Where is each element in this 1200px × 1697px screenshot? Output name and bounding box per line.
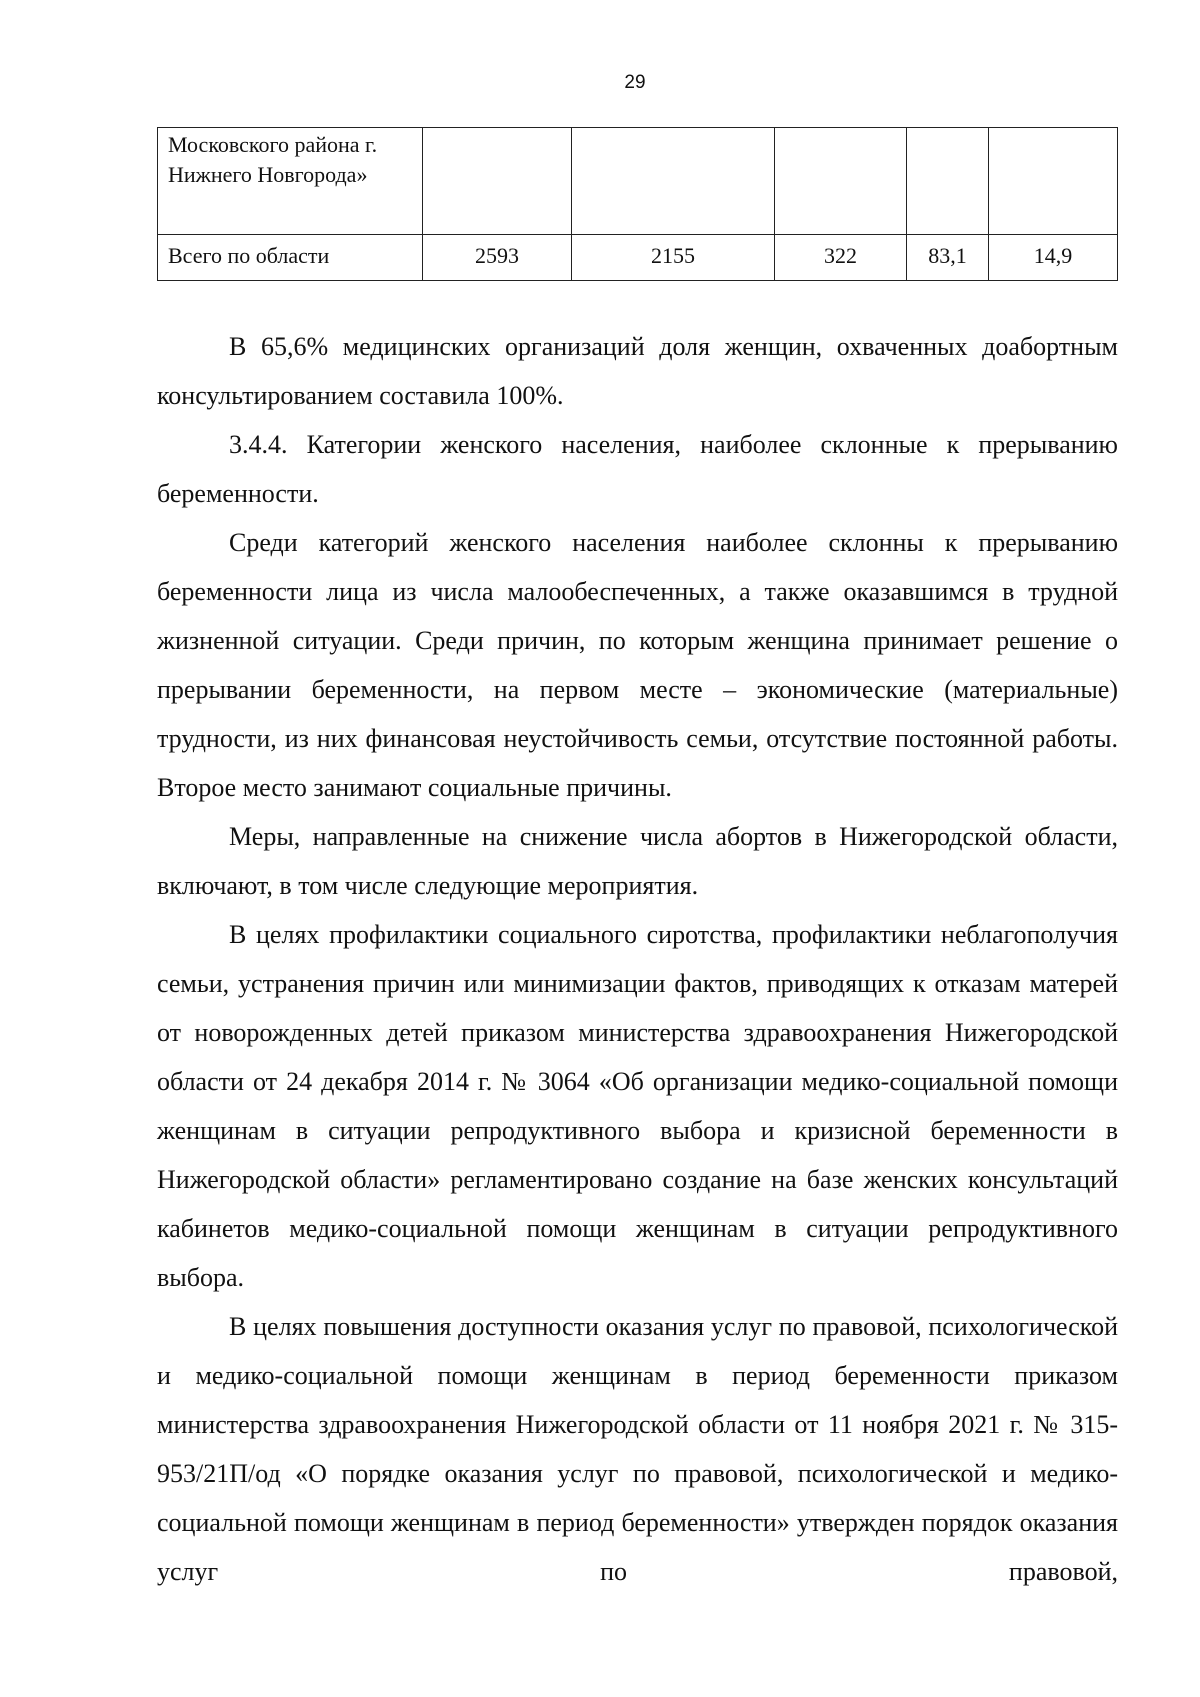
table-cell	[775, 128, 907, 235]
paragraph: В целях профилактики социального сиротства, профилактики неблагополучия семьи, устранения причин или минимизации фактов, приводящих к отказам матерей от новорожденных детей приказом министерства здравоохранения Нижегородской области от 24 декабря 2014 г. № 3064 «Об организации медико-социальной помощи женщинам в ситуации репродуктивного выбора и кризисной беременности в Нижегородской области» регламентировано создание на базе женских консультаций кабинетов медико-социальной помощи женщинам в ситуации репродуктивного выбора.	[157, 920, 1118, 1292]
paragraph: В 65,6% медицинских организаций доля женщин, охваченных доабортным консультированием составила 100%.	[157, 332, 1118, 410]
table-cell	[989, 128, 1118, 235]
table-cell-org: Московского района г. Нижнего Новгорода»	[158, 128, 423, 235]
table-cell	[572, 128, 775, 235]
paragraph: В целях повышения доступности оказания услуг по правовой, психологической и медико-социальной помощи женщинам в период беременности приказом министерства здравоохранения Нижегородской области от 11 ноября 2021 г. № 315-953/21П/од «О порядке оказания услуг по правовой, психологической и медико-социальной помощи женщинам в период беременности» утвержден порядок оказания услуг по правовой,	[157, 1312, 1118, 1586]
paragraph: Среди категорий женского населения наиболее склонны к прерыванию беременности лица из числа малообеспеченных, а также оказавшимся в трудной жизненной ситуации. Среди причин, по которым женщина принимает решение о прерывании беременности, на первом месте – экономические (материальные) трудности, из них финансовая неустойчивость семьи, отсутствие постоянной работы. Второе место занимают социальные причины.	[157, 528, 1118, 802]
body-text	[157, 322, 1118, 1596]
paragraph: Меры, направленные на снижение числа абортов в Нижегородской области, включают, в том числе следующие мероприятия.	[157, 822, 1118, 900]
table-row	[158, 128, 1118, 235]
table-row-total	[158, 235, 1118, 281]
table-cell: 322	[775, 235, 907, 281]
section-heading: 3.4.4. Категории женского населения, наиболее склонные к прерыванию беременности.	[157, 430, 1118, 508]
table-cell	[907, 128, 989, 235]
page-number: 29	[624, 72, 646, 93]
statistics-table	[157, 127, 1118, 281]
table-cell: 83,1	[907, 235, 989, 281]
table-cell: 2593	[423, 235, 572, 281]
table-cell: 14,9	[989, 235, 1118, 281]
table-cell: 2155	[572, 235, 775, 281]
table-cell-total-label: Всего по области	[158, 235, 423, 281]
table-cell	[423, 128, 572, 235]
